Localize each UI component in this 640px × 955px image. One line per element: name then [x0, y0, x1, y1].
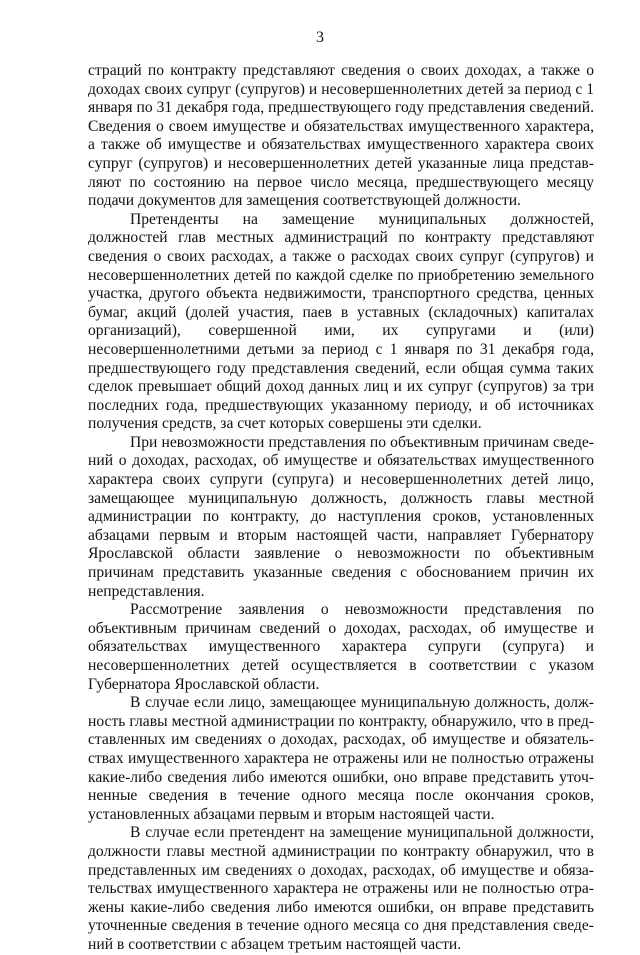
paragraph-correction-candidate: В случае если претендент на замещение муниципальной должности, должности главы местной администрации по контракту обнаружил, что в представленных им сведениях о доходах, расходах, об имуществе и обязательствах имущественного характера не отражены или не полностью отражены какие-либо сведения либо имеются ошибки, он вправе представить уточненные сведения в течение одного месяца со дня представления сведений в соответствии с абзацем третьим настоящей части.	[88, 824, 594, 953]
document-body	[88, 62, 594, 955]
paragraph-continuation: страций по контракту представляют сведения о своих доходах, а также о доходах своих супруг (супругов) и несовершеннолетних детей за период с 1 января по 31 декабря года, предшествующего году представления сведений. Сведения о своем имуществе и обязательствах имущественного характера, а также об имуществе и обязательствах имущественного характера своих супруг (супругов) и несовершеннолетних детей указанные лица представляют по состоянию на первое число месяца, предшествующего месяцу подачи документов для замещения соответствующей должности.	[88, 62, 594, 210]
paragraph-correction-holder: В случае если лицо, замещающее муниципальную должность, должность главы местной администрации по контракту, обнаружило, что в представленных им сведениях о доходах, расходах, об имуществе и обязательствах имущественного характера не отражены или не полностью отражены какие-либо сведения либо имеются ошибки, оно вправе представить уточненные сведения в течение одного месяца после окончания сроков, установленных абзацами первым и вторым настоящей части.	[88, 694, 594, 823]
page-number: 3	[316, 29, 324, 46]
paragraph-application-review: Рассмотрение заявления о невозможности представления по объективным причинам сведений о доходах, расходах, об имуществе и обязательствах имущественного характера супруги (супруга) и несовершеннолетних детей осуществляется в соответствии с указом Губернатора Ярославской области.	[88, 601, 594, 693]
paragraph-impossibility-notice: При невозможности представления по объективным причинам сведений о доходах, расходах, об имуществе и обязательствах имущественного характера своих супруги (супруга) и несовершеннолетних детей лицо, замещающее муниципальную должность, должность главы местной администрации по контракту, до наступления сроков, установленных абзацами первым и вторым настоящей части, направляет Губернатору Ярославской области заявление о невозможности по объективным причинам представить указанные сведения с обоснованием причин их непредставления.	[88, 433, 594, 600]
paragraph-expenses-declaration: Претенденты на замещение муниципальных должностей, должностей глав местных администраций по контракту представляют сведения о своих расходах, а также о расходах своих супруг (супругов) и несовершеннолетних детей по каждой сделке по приобретению земельного участка, другого объекта недвижимости, транспортного средства, ценных бумаг, акций (долей участия, паев в уставных (складочных) капиталах организаций), совершенной ими, их супругами и (или) несовершеннолетними детьми за период с 1 января по 31 декабря года, предшествующего году представления сведений, если общая сумма таких сделок превышает общий доход данных лиц и их супруг (супругов) за три последних года, предшествующих указанному периоду, и об источниках получения средств, за счет которых совершены эти сделки.	[88, 210, 594, 433]
